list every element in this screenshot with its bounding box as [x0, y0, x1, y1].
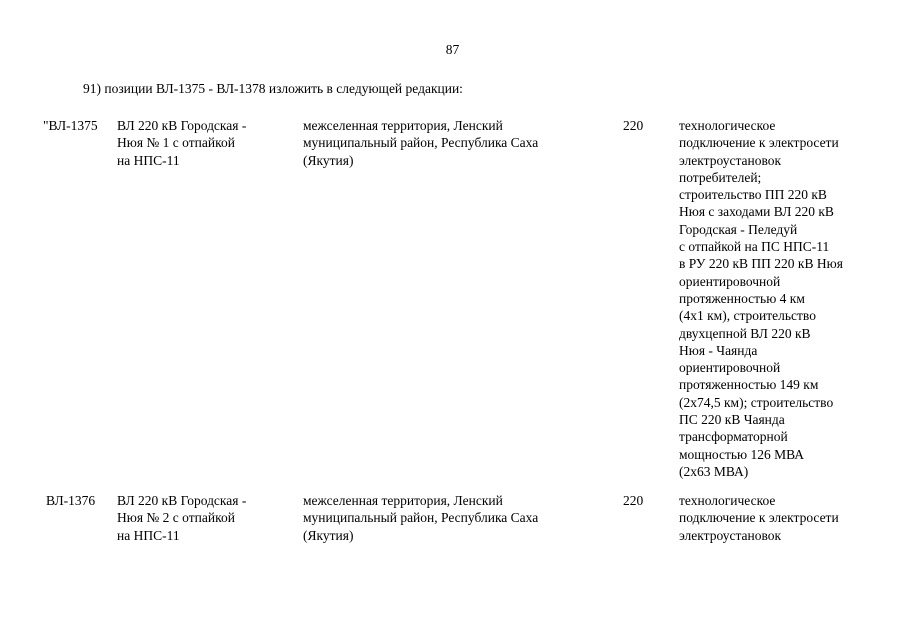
purpose-text: протяженностью 149 км — [679, 377, 819, 393]
purpose-text: электроустановок — [679, 527, 782, 543]
location-text: муниципальный район, Республика Саха — [303, 510, 539, 526]
line-name-text: на НПС-11 — [117, 152, 180, 168]
purpose-text: с отпайкой на ПС НПС-11 — [679, 239, 830, 255]
purpose-text: строительство ПП 220 кВ — [679, 187, 827, 203]
line-name — [117, 492, 246, 544]
page-number: 87 — [445, 42, 460, 57]
line-name-text: ВЛ 220 кВ Городская - — [117, 493, 247, 508]
purpose-text: (2x63 МВА) — [679, 463, 749, 479]
purpose-text: мощностью 126 МВА — [679, 446, 805, 462]
instruction-text: 91) позиции ВЛ-1375 - ВЛ-1378 изложить в следующей редакции: — [83, 81, 463, 96]
purpose-text: ориентировочной — [679, 273, 781, 289]
purpose-text: двухцепной ВЛ 220 кВ — [679, 325, 811, 341]
purpose-text: подключение к электросети — [679, 510, 839, 526]
purpose-text: потребителей; — [679, 169, 762, 185]
line-name-text: ВЛ 220 кВ Городская - — [117, 118, 247, 133]
location-text: (Якутия) — [303, 152, 354, 168]
purpose-text: Нюя - Чаянда — [679, 342, 758, 358]
purpose — [679, 492, 839, 544]
line-name-text: на НПС-11 — [117, 527, 180, 543]
purpose-text: (4x1 км), строительство — [679, 308, 816, 324]
position-code: ВЛ-1376 — [46, 493, 96, 508]
location-text: межселенная территория, Ленский — [303, 493, 503, 508]
purpose-text: ориентировочной — [679, 360, 781, 376]
purpose-text: технологическое — [679, 118, 776, 133]
purpose-text: трансформаторной — [679, 429, 788, 445]
purpose-text: подключение к электросети — [679, 135, 839, 151]
location-text: (Якутия) — [303, 527, 354, 543]
location — [303, 492, 538, 544]
location — [303, 117, 538, 169]
voltage: 220 — [623, 493, 644, 508]
purpose-text: Нюя с заходами ВЛ 220 кВ — [679, 204, 834, 220]
line-name-text: Нюя № 1 с отпайкой — [117, 135, 235, 151]
purpose-text: технологическое — [679, 493, 776, 508]
voltage: 220 — [623, 118, 644, 133]
location-text: муниципальный район, Республика Саха — [303, 135, 539, 151]
purpose-text: Городская - Пеледуй — [679, 221, 798, 237]
purpose-text: электроустановок — [679, 152, 782, 168]
purpose — [679, 117, 843, 480]
location-text: межселенная территория, Ленский — [303, 118, 503, 133]
position-code: "ВЛ-1375 — [43, 118, 98, 133]
line-name-text: Нюя № 2 с отпайкой — [117, 510, 235, 526]
purpose-text: протяженностью 4 км — [679, 290, 805, 306]
purpose-text: ПС 220 кВ Чаянда — [679, 412, 785, 428]
line-name — [117, 117, 246, 169]
purpose-text: в РУ 220 кВ ПП 220 кВ Нюя — [679, 256, 843, 272]
purpose-text: (2x74,5 км); строительство — [679, 394, 834, 410]
